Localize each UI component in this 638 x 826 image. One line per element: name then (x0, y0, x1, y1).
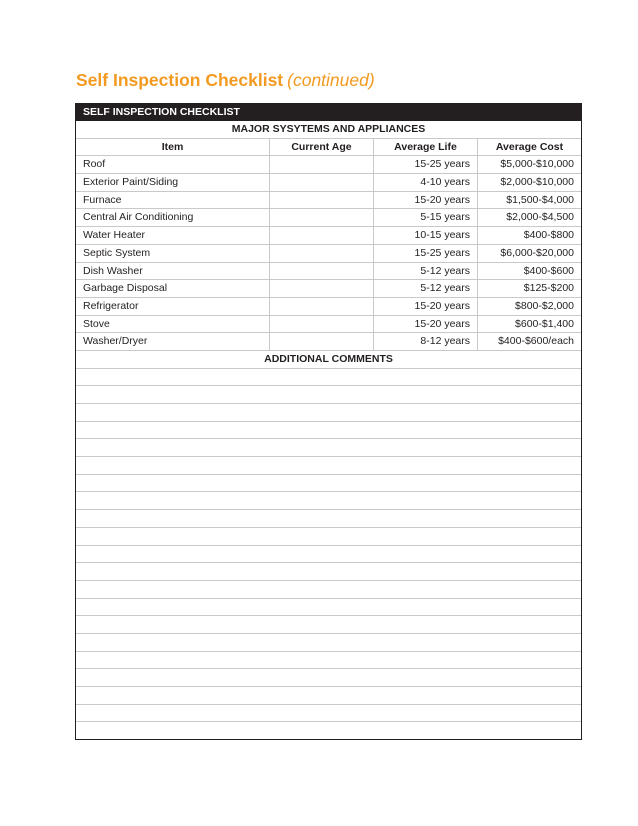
current-age-cell[interactable] (270, 192, 374, 209)
table-row (76, 298, 581, 316)
average-cost-cell: $800-$2,000 (515, 299, 574, 312)
page-title-sub: (continued) (287, 70, 375, 90)
average-life-cell: 5-12 years (374, 280, 478, 297)
item-cell: Septic System (76, 245, 270, 262)
column-header-average-cost: Average Cost (495, 140, 564, 153)
comment-line[interactable] (76, 581, 581, 599)
comment-line[interactable] (76, 669, 581, 687)
average-cost-cell: $125-$200 (523, 282, 574, 295)
table-row (76, 333, 581, 351)
comment-line[interactable] (76, 510, 581, 528)
page-title (76, 70, 375, 91)
current-age-cell[interactable] (270, 227, 374, 244)
average-life-cell: 15-20 years (374, 298, 478, 315)
current-age-cell[interactable] (270, 333, 374, 350)
table-header: SELF INSPECTION CHECKLIST (76, 104, 581, 121)
average-life-cell: 15-20 years (374, 316, 478, 333)
comment-line[interactable] (76, 386, 581, 404)
comment-line[interactable] (76, 369, 581, 387)
comment-line[interactable] (76, 722, 581, 740)
comment-line[interactable] (76, 616, 581, 634)
average-cost-cell: $400-$800 (523, 229, 574, 242)
current-age-cell[interactable] (270, 263, 374, 280)
item-cell: Stove (76, 316, 270, 333)
comment-line[interactable] (76, 422, 581, 440)
item-cell: Water Heater (76, 227, 270, 244)
checklist-table (75, 103, 582, 740)
item-cell: Garbage Disposal (76, 280, 270, 297)
average-cost-cell: $2,000-$4,500 (506, 211, 574, 224)
item-cell: Roof (76, 156, 270, 173)
average-life-cell: 15-20 years (374, 192, 478, 209)
average-life-cell: 8-12 years (374, 333, 478, 350)
current-age-cell[interactable] (270, 174, 374, 191)
comment-line[interactable] (76, 457, 581, 475)
comments-title-row (76, 351, 581, 369)
average-life-cell: 15-25 years (374, 156, 478, 173)
section-title-row (76, 121, 581, 139)
comment-line[interactable] (76, 705, 581, 723)
average-cost-cell: $400-$600/each (498, 335, 574, 348)
current-age-cell[interactable] (270, 156, 374, 173)
item-cell: Exterior Paint/Siding (76, 174, 270, 191)
average-cost-cell: $400-$600 (523, 264, 574, 277)
current-age-cell[interactable] (270, 280, 374, 297)
item-cell: Refrigerator (76, 298, 270, 315)
comment-line[interactable] (76, 475, 581, 493)
comment-line[interactable] (76, 404, 581, 422)
comment-line[interactable] (76, 687, 581, 705)
average-life-cell: 5-12 years (374, 263, 478, 280)
comment-line[interactable] (76, 492, 581, 510)
average-life-cell: 4-10 years (374, 174, 478, 191)
comment-line[interactable] (76, 634, 581, 652)
table-row (76, 156, 581, 174)
comments-title: ADDITIONAL COMMENTS (264, 352, 393, 365)
comment-line[interactable] (76, 439, 581, 457)
average-cost-cell: $2,000-$10,000 (500, 176, 574, 189)
column-header-average-life: Average Life (374, 139, 478, 156)
comment-line[interactable] (76, 652, 581, 670)
comment-line[interactable] (76, 599, 581, 617)
item-cell: Furnace (76, 192, 270, 209)
average-life-cell: 5-15 years (374, 209, 478, 226)
table-row (76, 174, 581, 192)
average-cost-cell: $1,500-$4,000 (506, 193, 574, 206)
current-age-cell[interactable] (270, 209, 374, 226)
average-cost-cell: $6,000-$20,000 (500, 246, 574, 259)
table-body (76, 156, 581, 351)
average-cost-cell: $5,000-$10,000 (500, 158, 574, 171)
average-life-cell: 10-15 years (374, 227, 478, 244)
comments-area (76, 369, 581, 740)
item-cell: Washer/Dryer (76, 333, 270, 350)
table-row (76, 227, 581, 245)
table-row (76, 245, 581, 263)
section-title: MAJOR SYSYTEMS AND APPLIANCES (231, 123, 426, 135)
table-row (76, 316, 581, 334)
comment-line[interactable] (76, 546, 581, 564)
item-cell: Dish Washer (76, 263, 270, 280)
current-age-cell[interactable] (270, 298, 374, 315)
column-header-row (76, 139, 581, 157)
column-header-item: Item (76, 139, 270, 156)
current-age-cell[interactable] (270, 245, 374, 262)
average-cost-cell: $600-$1,400 (515, 317, 574, 330)
comment-line[interactable] (76, 528, 581, 546)
page-title-main: Self Inspection Checklist (76, 70, 284, 90)
column-header-current-age: Current Age (270, 139, 374, 156)
table-row (76, 280, 581, 298)
comment-line[interactable] (76, 563, 581, 581)
current-age-cell[interactable] (270, 316, 374, 333)
table-row (76, 209, 581, 227)
table-row (76, 263, 581, 281)
table-row (76, 192, 581, 210)
item-cell: Central Air Conditioning (76, 209, 270, 226)
average-life-cell: 15-25 years (374, 245, 478, 262)
